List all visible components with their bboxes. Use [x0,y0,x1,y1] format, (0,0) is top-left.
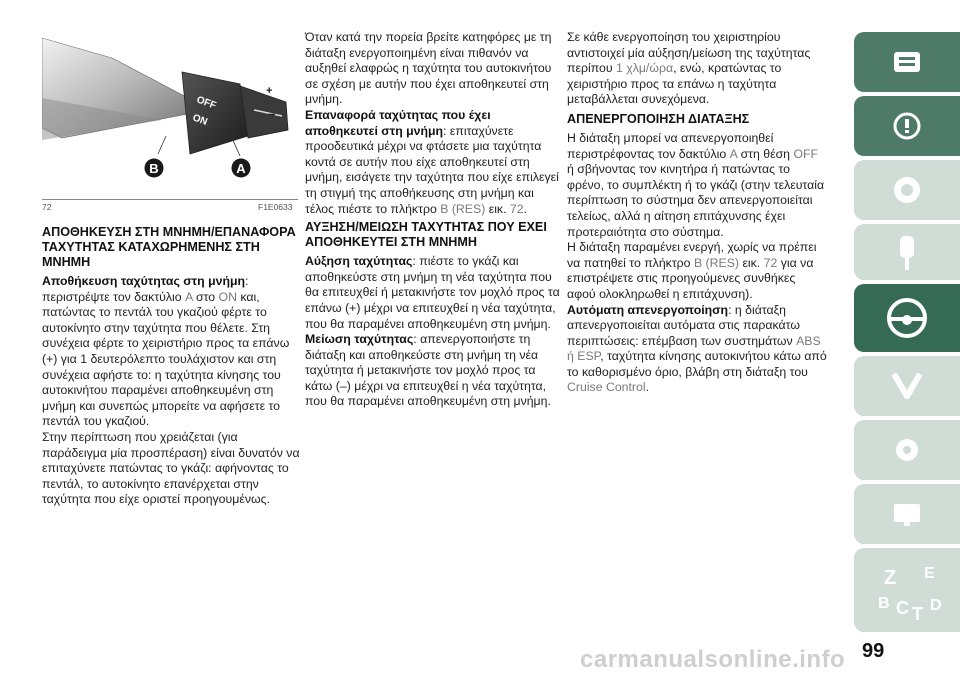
steering-wheel-icon [854,284,960,352]
tab-driving[interactable] [854,284,960,352]
ref-on: ON [218,289,237,304]
figure-rule [42,199,298,200]
index-icon [854,548,960,632]
tab-index[interactable] [854,548,960,632]
ref-res-button: B (RES) [440,201,486,216]
section-heading-store: ΑΠΟΘΗΚΕΥΣΗ ΣΤΗ ΜΝΗΜΗ/ΕΠΑΝΑΦΟΡΑ ΤΑΧΥΤΗΤΑΣ ΚΑΤΑΧΩΡΗΜΕΝΗΣ ΣΤΗ ΜΝΗΜΗ [42,225,296,269]
index-letter: E [924,565,935,582]
paragraph-increment [567,30,827,108]
text-run: για να επιστρέψετε στις προηγούμενες συνθήκες αφού ολοκληρωθεί η επιτάχυνση). [567,255,814,301]
text-run: Σε κάθε ενεργοποίηση του χειριστηρίου αντιστοιχεί μία αύξηση/μείωση της ταχύτητας περίπου [567,30,811,76]
figure-code: F1E0633 [258,202,293,212]
text-run: Η διάταξη παραμένει ενεργή, χωρίς να πρέπει να πατηθεί το πλήκτρο [567,240,817,270]
tab-keys[interactable] [854,224,960,280]
paragraph-decrease [305,332,563,410]
text-run: : περιστρέψτε τον δακτύλιο [42,274,249,304]
section-heading-increase-decrease: ΑΥΞΗΣΗ/ΜΕΙΩΣΗ ΤΑΧΥΤΗΤΑΣ ΠΟΥ ΕΧΕΙ ΑΠΟΘΗΚΕΥΤΕΙ ΣΤΗ ΜΝΗΜΗ [305,220,547,250]
term-restore-speed: Επαναφορά ταχύτητας που έχει αποθηκευτεί στη μνήμη [305,107,491,138]
section-heading-deactivate: ΑΠΕΝΕΡΓΟΠΟΙΗΣΗ ΔΙΑΤΑΞΗΣ [567,111,750,126]
text-run: εικ. [739,255,764,270]
callout-a: A [236,161,246,176]
index-letter: Z [884,567,897,589]
car-info-icon [854,32,960,92]
multimedia-icon [854,484,960,544]
ref-res-button: B (RES) [693,255,740,270]
term-decrease-speed: Μείωση ταχύτητας [305,332,414,347]
ref-kmh: 1 χλμ/ώρα [615,61,674,76]
paragraph-auto-deactivate [567,303,827,397]
text-run: στο [192,289,219,304]
text-run: ή σβήνοντας τον κινητήρα ή πατώντας το φρένο, το συμπλέκτη ή το γκάζι (στην τελευταία περίπτωση το σύστημα δεν απενεργοποιείται τελείως, αλλά η αίτηση επιτάχυνσης έχει προτεραιότητα στο σύστημα. [567,162,825,239]
text-run: στη θέση [737,146,794,161]
tools-icon [854,356,960,416]
paragraph-deactivate [567,131,827,240]
watermark: carmanualsonline.info [580,646,846,673]
text-run: : απενεργοποιήστε τη διάταξη και αποθηκεύστε στη μνήμη τη νέα ταχύτητα ή μετακινήστε τον μοχλό προς τα κάτω (–) μέχρι να επιτευχθεί η νέα ταχύτητα, που θα παραμένει αποθηκευμένη στη μνήμη. [305,332,551,409]
text-run: εικ. [485,201,510,216]
column-3 [567,30,827,396]
tab-multimedia[interactable] [854,484,960,544]
column-1 [42,225,300,508]
paragraph-increase [305,254,563,332]
paragraph-downhill: Όταν κατά την πορεία βρείτε κατηφόρες με τη διάταξη ενεργοποιημένη είναι πιθανόν να αυξηθεί ελαφρώς η ταχύτητα του αυτοκινήτου σε σχέση με αυτήν που έχει αποθηκευτεί στη μνήμη. [305,30,552,107]
tab-emergency[interactable] [854,356,960,416]
paragraph-overtake: Στην περίπτωση που χρειάζεται (για παράδειγμα μία προσπέραση) είναι δυνατόν να επιταχύνετε πατώντας το γκάζι: αφήνοντας το πεντάλ, το αυτοκίνητο επανέρχεται στην ταχύτητα που είχε οριστεί προηγουμένως. [42,429,300,507]
index-letter: C [896,598,909,618]
ref-ring-a: A [185,289,193,304]
column-2 [305,30,563,410]
text-run: . [523,201,528,216]
text-run: : πιέστε το γκάζι και αποθηκεύστε στη μνήμη τη νέα ταχύτητα που θα επιτευχθεί ή μετακινήστε τον μοχλό προς τα επάνω (+) μέχρι να επιτευχθεί η νέα ταχύτητα, που θα παραμένει αποθηκευμένη στη μνήμη. [305,254,560,331]
on-label: ON [190,112,209,128]
off-label: OFF [194,94,218,112]
ref-cruise-control: Cruise Control [567,380,646,395]
plus-label: + [266,85,273,97]
ref-figure: 72 [509,201,524,216]
settings-icon [854,420,960,480]
tab-maintenance[interactable] [854,420,960,480]
stalk-illustration [42,28,298,214]
tab-car-info[interactable] [854,32,960,92]
term-auto-deactivate: Αυτόματη απενεργοποίηση [567,302,729,317]
callout-b: B [149,161,159,176]
tab-safety[interactable] [854,160,960,220]
figure-number: 72 [42,202,52,212]
key-icon [854,224,960,280]
ref-ring-a: A [729,146,738,161]
index-letter: B [878,595,890,612]
text-run: Η διάταξη μπορεί να απενεργοποιηθεί περιστρέφοντας τον δακτύλιο [567,130,774,161]
term-increase-speed: Αύξηση ταχύτητας [305,254,413,269]
text-run: και, πατώντας το πεντάλ του γκαζιού φέρτε το αυτοκίνητο στην ταχύτητα που θέλετε. Στη συνέχεια φέρτε το χειριστήριο προς τα επάνω (+) για 1 δευτερόλεπτο τουλάχιστον και στη συνέχεια αφήστε το: η ταχύτητα κίνησης του αυτοκινήτου παραμένει αποθηκευμένη στη μνήμη και συνεπώς μπορείτε να αφήσετε το πεντάλ του γκαζιού. [42,289,290,429]
ref-off: OFF [793,146,819,161]
paragraph-remains-active [567,240,827,302]
index-letter: T [912,604,923,624]
paragraph-store-speed [42,274,300,430]
paragraph-restore [305,108,563,217]
text-run: . [645,380,650,395]
tab-warning-lights[interactable] [854,96,960,156]
cruise-control-stalk-image [42,28,298,214]
ref-abs-esp: ABS ή ESP [567,333,821,364]
text-run: : επιταχύνετε προοδευτικά μέχρι να φτάσετε μια ταχύτητα κοντά σε αυτήν που είχε αποθηκευτεί στη μνήμη, εισάγετε την ταχύτητα που είχε επιλεγεί τη στιγμή της αποθήκευσης στη μνήμη και τέλος πιέστε το πλήκτρο [305,123,559,216]
warning-lights-icon [854,96,960,156]
page-number: 99 [862,640,885,662]
minus-label: – [268,106,276,121]
index-letter: D [930,597,942,614]
safety-icon [854,160,960,220]
text-run: , ενώ, κρατώντας το χειριστήριο προς τα επάνω η ταχύτητα μεταβάλλεται συνεχόμενα. [567,61,782,107]
text-run: , ταχύτητα κίνησης αυτοκινήτου κάτω από το καθορισμένο όριο, βλάβη στη διάταξη του [567,349,827,379]
text-run: : η διάταξη απενεργοποιείται αυτόματα στις παρακάτω περιπτώσεις: επέμβαση των συστημάτων [567,302,800,348]
ref-figure: 72 [763,255,778,270]
term-store-speed: Αποθήκευση ταχύτητας στη μνήμη [42,274,246,288]
